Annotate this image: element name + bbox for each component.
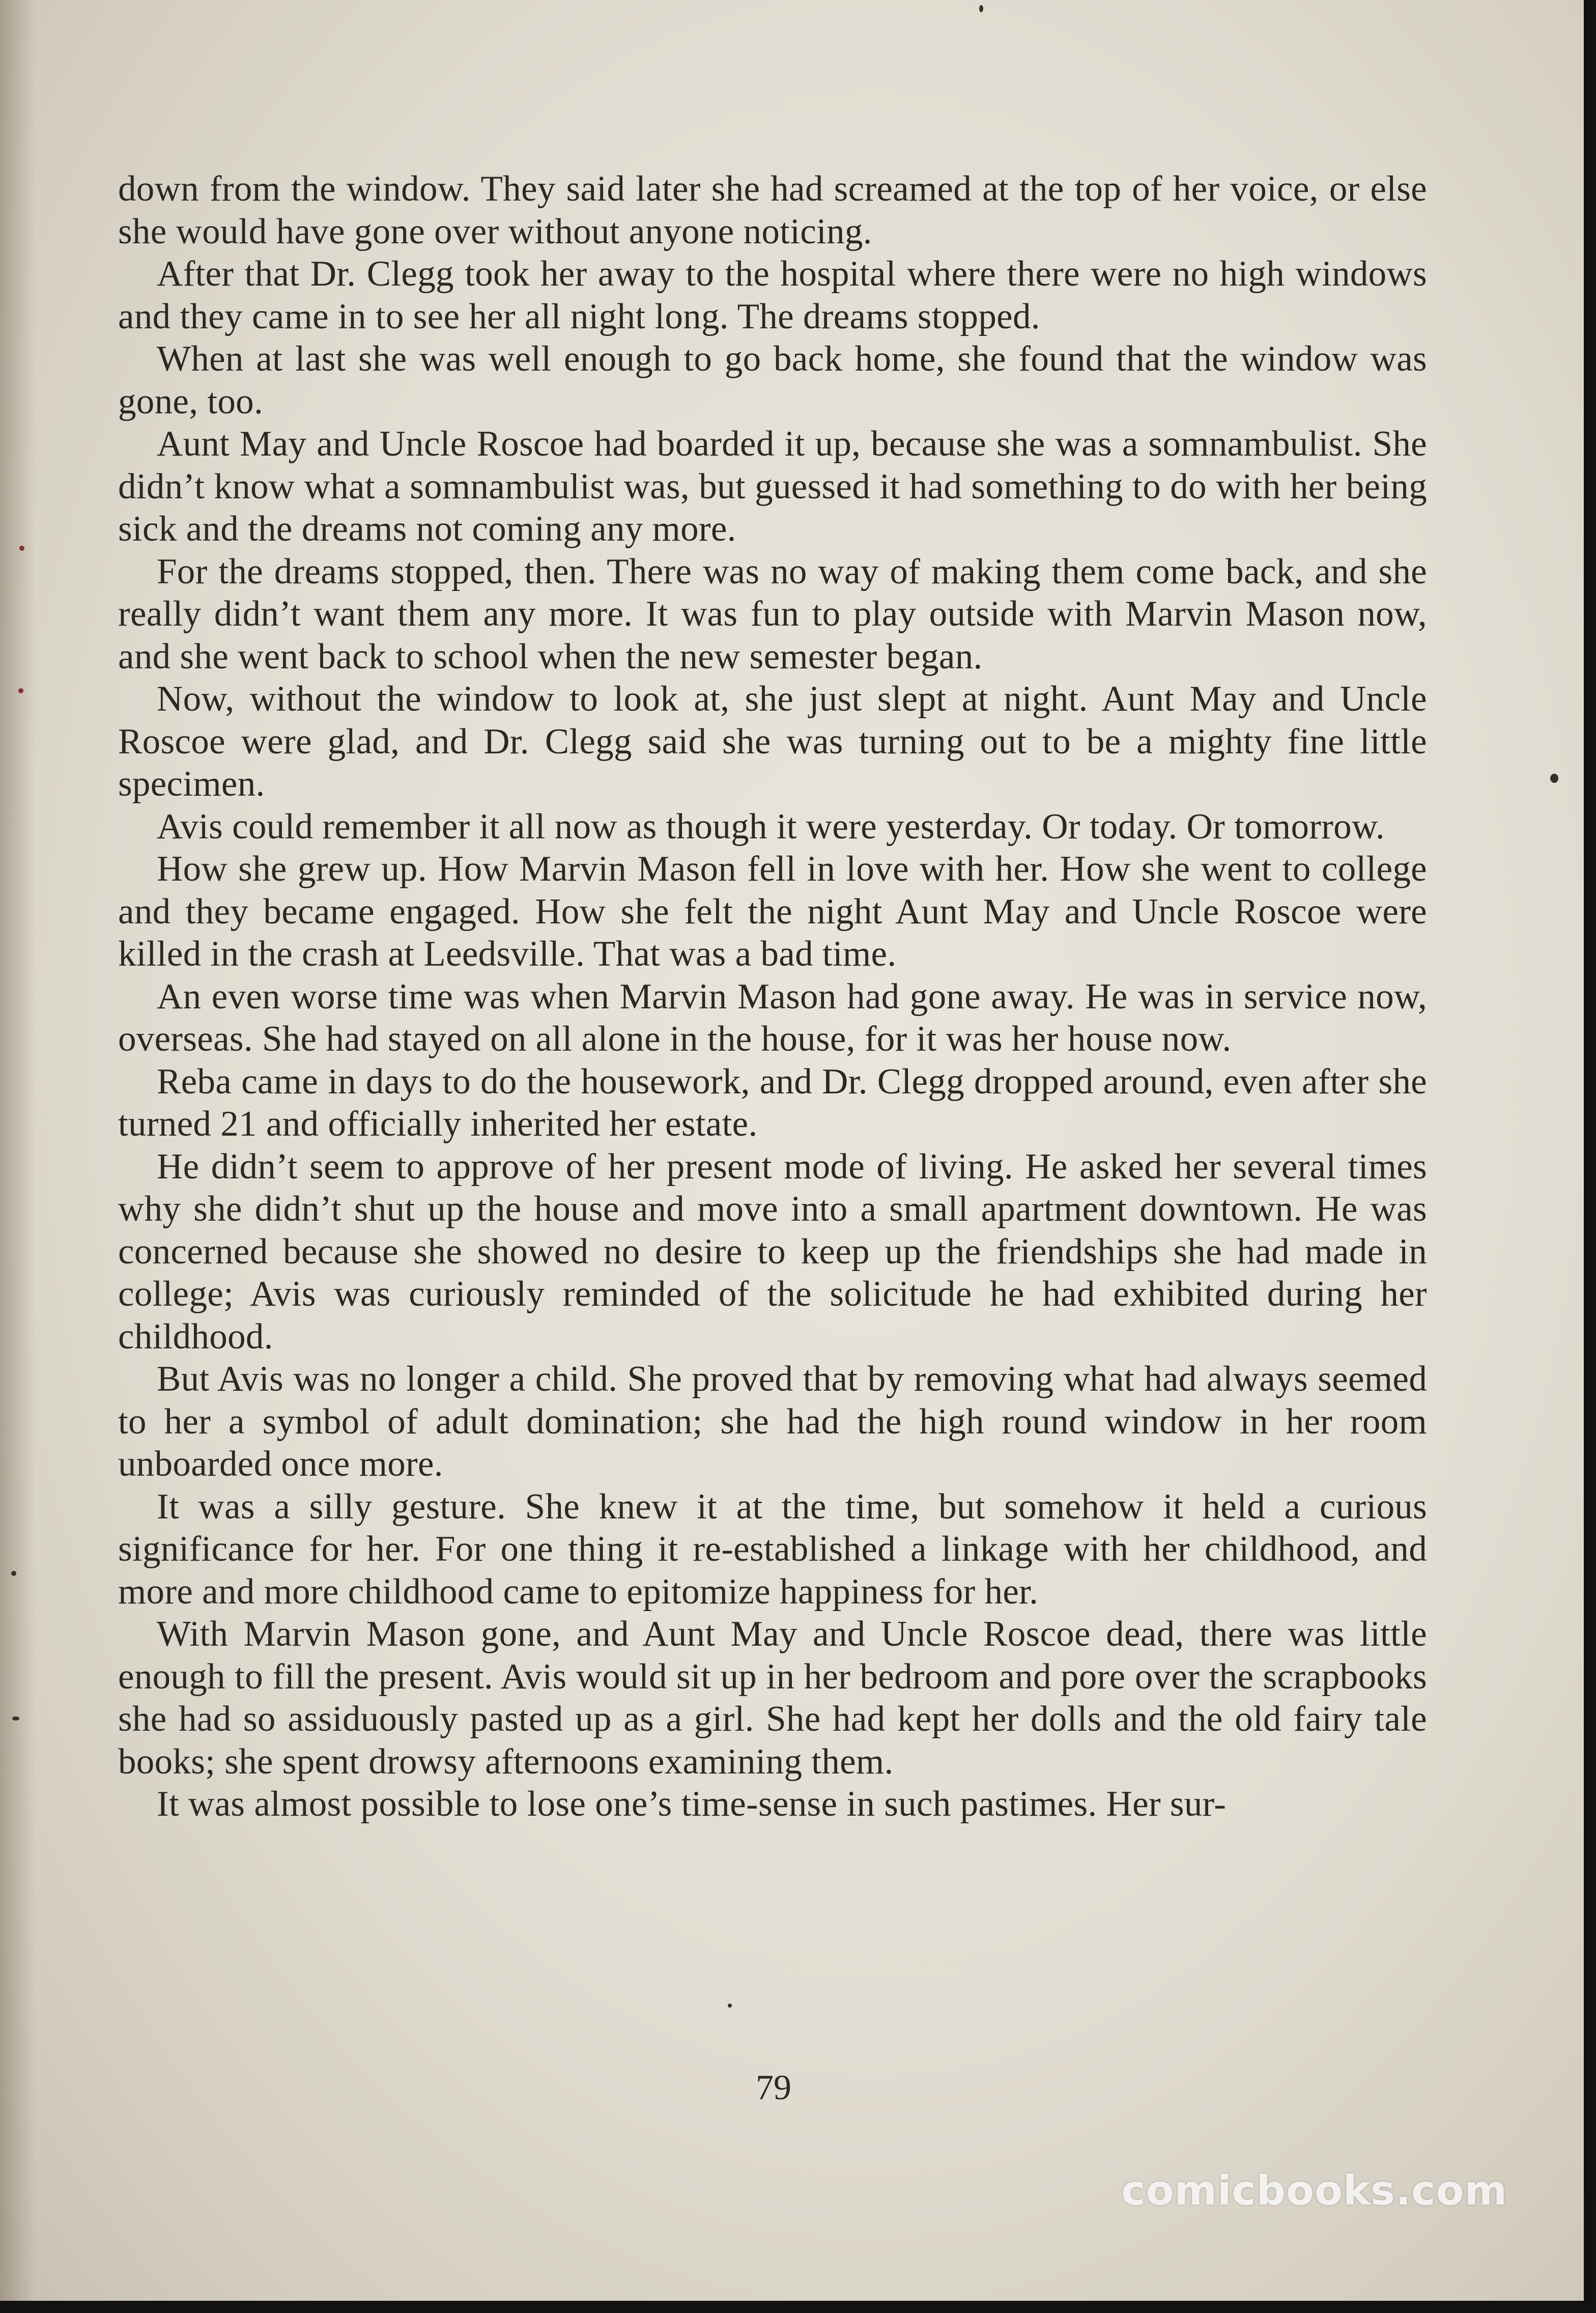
paragraph: For the dreams stopped, then. There was no way of making them come back, and she really didn’t want them any more. It was fun to play outside with Marvin Mason now, and she went back to school when the new semester began. — [118, 551, 1427, 676]
page-speck — [12, 1716, 19, 1720]
page-speck — [19, 546, 24, 551]
paragraph: Now, without the window to look at, she just slept at night. Aunt May and Uncle Roscoe were glad, and Dr. Clegg said she was turning out to be a mighty fine little specimen. — [118, 679, 1427, 804]
body-text — [118, 168, 1427, 1826]
spine-shadow — [0, 0, 36, 2301]
paragraph: But Avis was no longer a child. She proved that by removing what had always seemed to her a symbol of adult domination; she had the high round window in her room unboarded once more. — [118, 1359, 1427, 1484]
page-speck — [979, 5, 983, 12]
page-speck — [18, 688, 23, 693]
watermark: comicbooks.com — [1121, 2167, 1507, 2214]
paragraph: After that Dr. Clegg took her away to the hospital where there were no high windows and they came in to see her all night long. The dreams stopped. — [118, 254, 1427, 336]
paragraph: An even worse time was when Marvin Mason had gone away. He was in service now, overseas. She had stayed on all alone in the house, for it was her house now. — [118, 976, 1427, 1059]
paragraph: Avis could remember it all now as though it were yesterday. Or today. Or tomorrow. — [157, 806, 1385, 847]
paragraph: How she grew up. How Marvin Mason fell in love with her. How she went to college and they became engaged. How she felt the night Aunt May and Uncle Roscoe were killed in the crash at Leedsville. That was a bad time. — [118, 849, 1427, 974]
page-number: 79 — [756, 2068, 791, 2107]
paragraph: With Marvin Mason gone, and Aunt May and Uncle Roscoe dead, there was little enough to fill the present. Avis would sit up in her bedroom and pore over the scrapbooks she had so assiduously pasted up as a girl. She had kept her dolls and the old fairy tale books; she spent drowsy afternoons examining them. — [118, 1614, 1427, 1782]
page-speck — [1550, 774, 1558, 783]
paragraph: It was a silly gesture. She knew it at the time, but somehow it held a curious significance for her. For one thing it re-established a linkage with her childhood, and more and more childhood came to epitomize happiness for her. — [118, 1486, 1427, 1612]
paragraph: It was almost possible to lose one’s time-sense in such pastimes. Her sur- — [157, 1784, 1227, 1824]
paragraph: Aunt May and Uncle Roscoe had boarded it up, because she was a somnambulist. She didn’t know what a somnambulist was, but guessed it had something to do with her being sick and the dreams not coming any more. — [118, 424, 1427, 549]
paragraph: Reba came in days to do the housework, and Dr. Clegg dropped around, even after she turned 21 and officially inherited her estate. — [118, 1061, 1427, 1144]
paragraph: down from the window. They said later she had screamed at the top of her voice, or else she would have gone over without anyone noticing. — [118, 169, 1427, 251]
page-speck — [728, 2004, 732, 2008]
paragraph: When at last she was well enough to go back home, she found that the window was gone, too. — [118, 339, 1427, 421]
page-speck — [11, 1571, 16, 1576]
paragraph: He didn’t seem to approve of her present mode of living. He asked her several times why she didn’t shut up the house and move into a small apartment downtown. He was concerned because she showed no desire to keep up the friendships she had made in college; Avis was curiously reminded of the solicitude he had exhibited during her childhood. — [118, 1146, 1427, 1357]
